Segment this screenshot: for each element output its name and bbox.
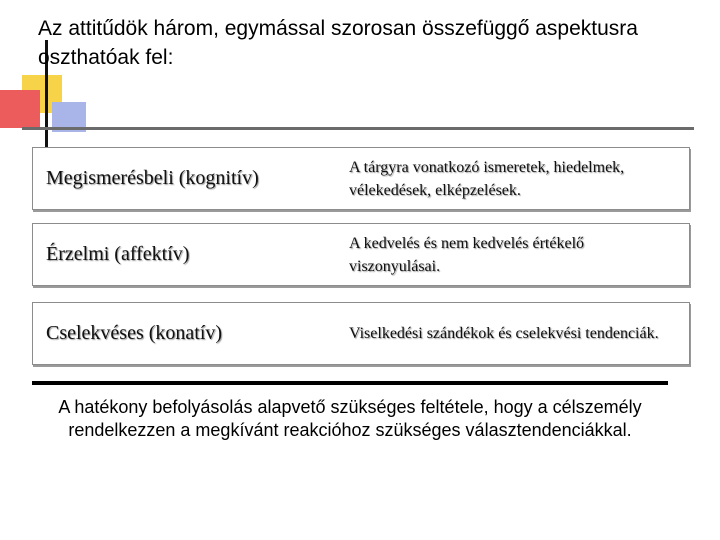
slide-title: Az attitűdök három, egymással szorosan összefüggő aspektusra oszthatóak fel: xyxy=(38,17,638,69)
aspects-table xyxy=(32,147,690,367)
aspect-name: Cselekvéses (konatív) xyxy=(46,322,223,344)
aspect-description: A kedvelés és nem kedvelés értékelő viszonyulásai. xyxy=(349,234,585,275)
aspect-description: A tárgyra vonatkozó ismeretek, hiedelmek, vélekedések, elképzelések. xyxy=(349,158,625,199)
aspect-row-conative xyxy=(32,302,690,365)
conclusion-text: A hatékony befolyásolás alapvető szükséges feltétele, hogy a célszemély rendelkezzen a megkívánt reakcióhoz szükséges választendenciákkal. xyxy=(58,397,642,440)
decorative-red-square xyxy=(0,90,40,128)
aspect-name: Megismerésbeli (kognitív) xyxy=(46,167,259,189)
aspect-row-cognitive xyxy=(32,147,690,210)
aspect-row-affective xyxy=(32,223,690,286)
separator-bar xyxy=(32,381,668,385)
aspect-description: Viselkedési szándékok és cselekvési tendenciák. xyxy=(349,325,659,342)
decorative-horizontal-line xyxy=(22,127,694,130)
aspect-name: Érzelmi (affektív) xyxy=(46,243,190,265)
